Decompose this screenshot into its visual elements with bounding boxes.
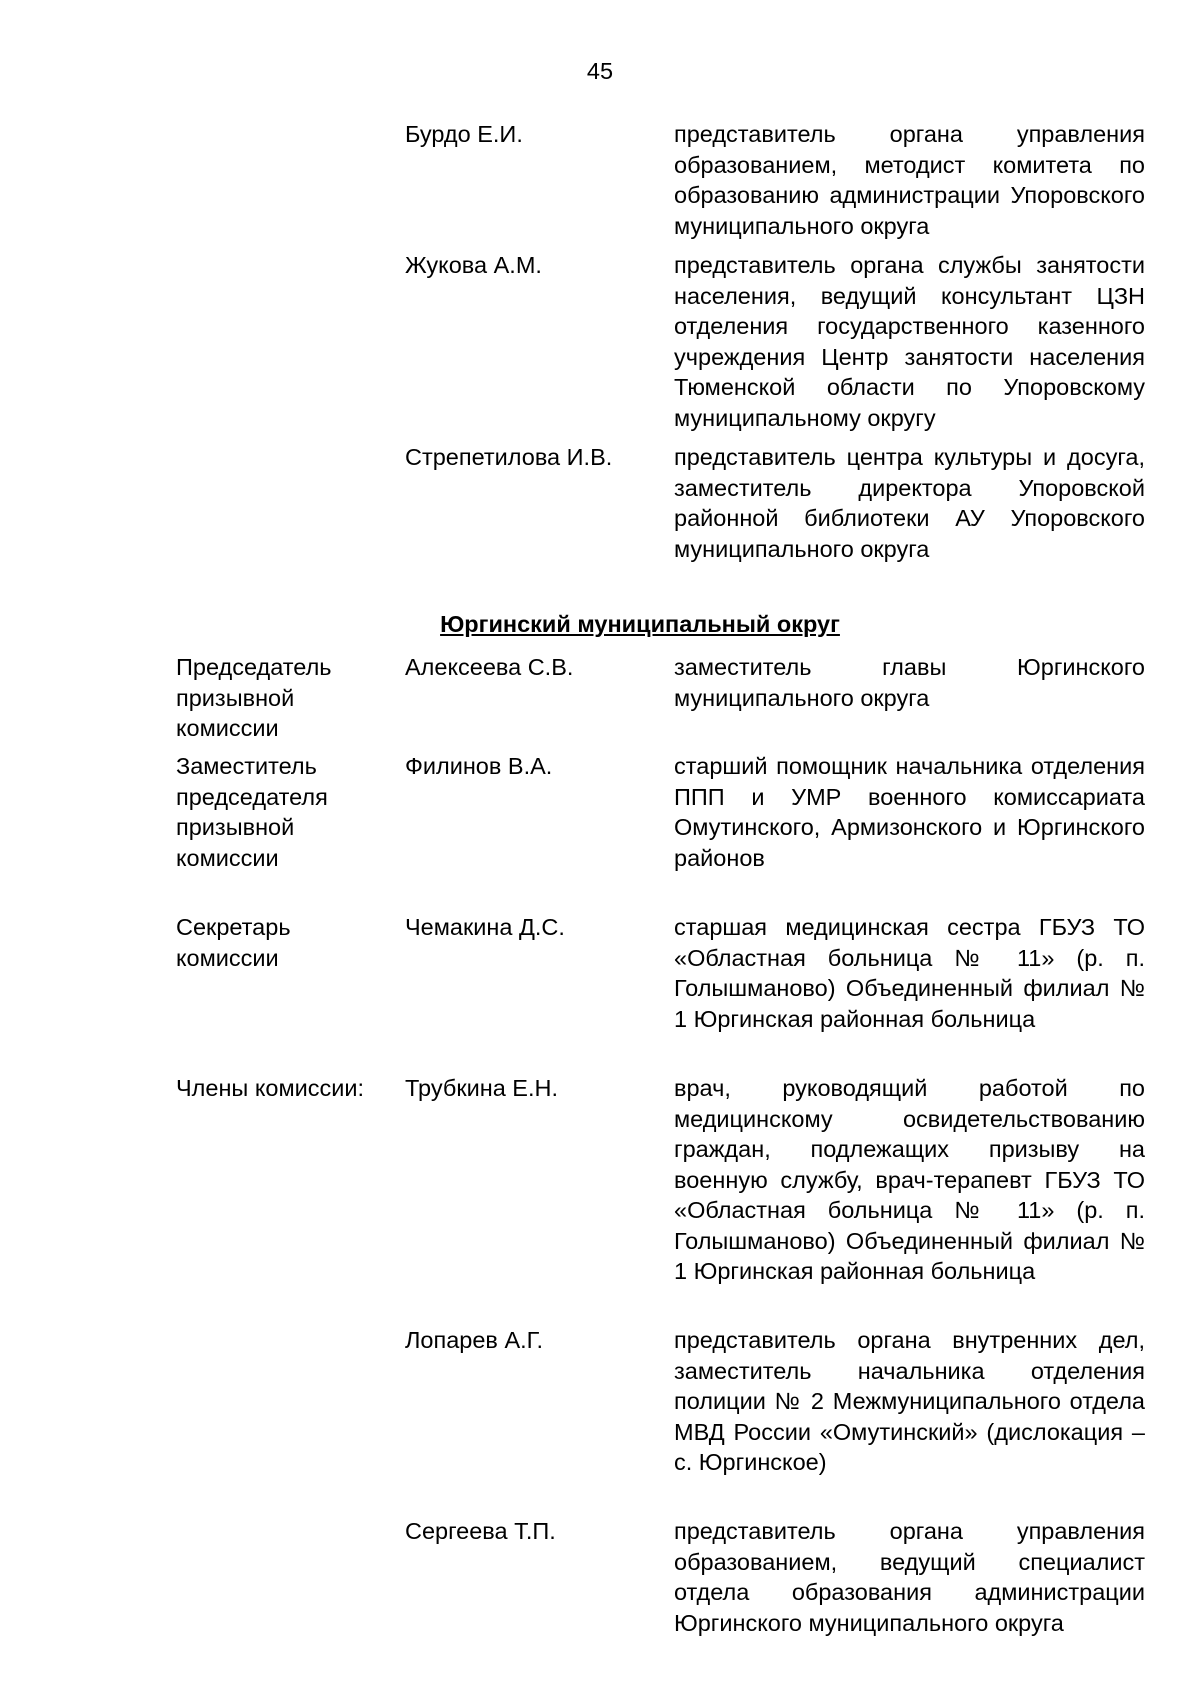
member-row	[0, 912, 1200, 1073]
member-name: Стрепетилова И.В.	[405, 444, 613, 470]
member-name: Лопарев А.Г.	[405, 1327, 544, 1353]
member-row	[0, 1073, 1200, 1325]
member-position: заместитель главы Юргинского муниципального округа	[674, 654, 1145, 711]
section-members	[0, 652, 1200, 1638]
member-role: Секретарь комиссии	[176, 914, 291, 971]
member-position: представитель центра культуры и досуга, заместитель директора Упоровской районной библиотеки АУ Упоровского муниципального округа	[674, 444, 1145, 562]
member-role: Члены комиссии:	[176, 1075, 365, 1101]
section-heading: Юргинский муниципальный округ	[440, 611, 840, 637]
member-role: Заместитель председателя призывной комиссии	[176, 753, 328, 871]
member-row	[0, 250, 1200, 433]
top-members	[0, 119, 1200, 564]
member-name: Филинов В.А.	[405, 753, 553, 779]
member-name: Алексеева С.В.	[405, 654, 574, 680]
member-position: старший помощник начальника отделения ППП и УМР военного комиссариата Омутинского, Армизонского и Юргинского районов	[674, 753, 1145, 871]
member-name: Бурдо Е.И.	[405, 121, 523, 147]
member-row	[0, 751, 1200, 912]
member-position: представитель органа управления образованием, методист комитета по образованию администрации Упоровского муниципального округа	[674, 121, 1145, 239]
member-row	[0, 652, 1200, 751]
member-position: врач, руководящий работой по медицинскому освидетельствованию граждан, подлежащих призыву на военную службу, врач-терапевт ГБУЗ ТО «Областная больница № 11» (р. п. Голышманово) Объединенный филиал № 1 Юргинская районная больница	[674, 1075, 1145, 1284]
member-name: Трубкина Е.Н.	[405, 1075, 559, 1101]
member-row	[0, 442, 1200, 564]
member-position: представитель органа управления образованием, ведущий специалист отдела образования администрации Юргинского муниципального округа	[674, 1518, 1145, 1636]
member-position: представитель органа внутренних дел, заместитель начальника отделения полиции № 2 Межмуниципального отдела МВД России «Омутинский» (дислокация – с. Юргинское)	[674, 1327, 1145, 1475]
member-row	[0, 119, 1200, 241]
page-number: 45	[586, 58, 614, 84]
member-role: Председатель призывной комиссии	[176, 654, 332, 741]
member-row	[0, 1325, 1200, 1516]
member-name: Сергеева Т.П.	[405, 1518, 556, 1544]
member-position: представитель органа службы занятости населения, ведущий консультант ЦЗН отделения государственного казенного учреждения Центр занятости населения Тюменской области по Упоровскому муниципальному округу	[674, 252, 1145, 431]
member-position: старшая медицинская сестра ГБУЗ ТО «Областная больница № 11» (р. п. Голышманово) Объединенный филиал № 1 Юргинская районная больница	[674, 914, 1145, 1032]
member-row	[0, 1516, 1200, 1638]
member-name: Чемакина Д.С.	[405, 914, 565, 940]
member-name: Жукова А.М.	[405, 252, 542, 278]
